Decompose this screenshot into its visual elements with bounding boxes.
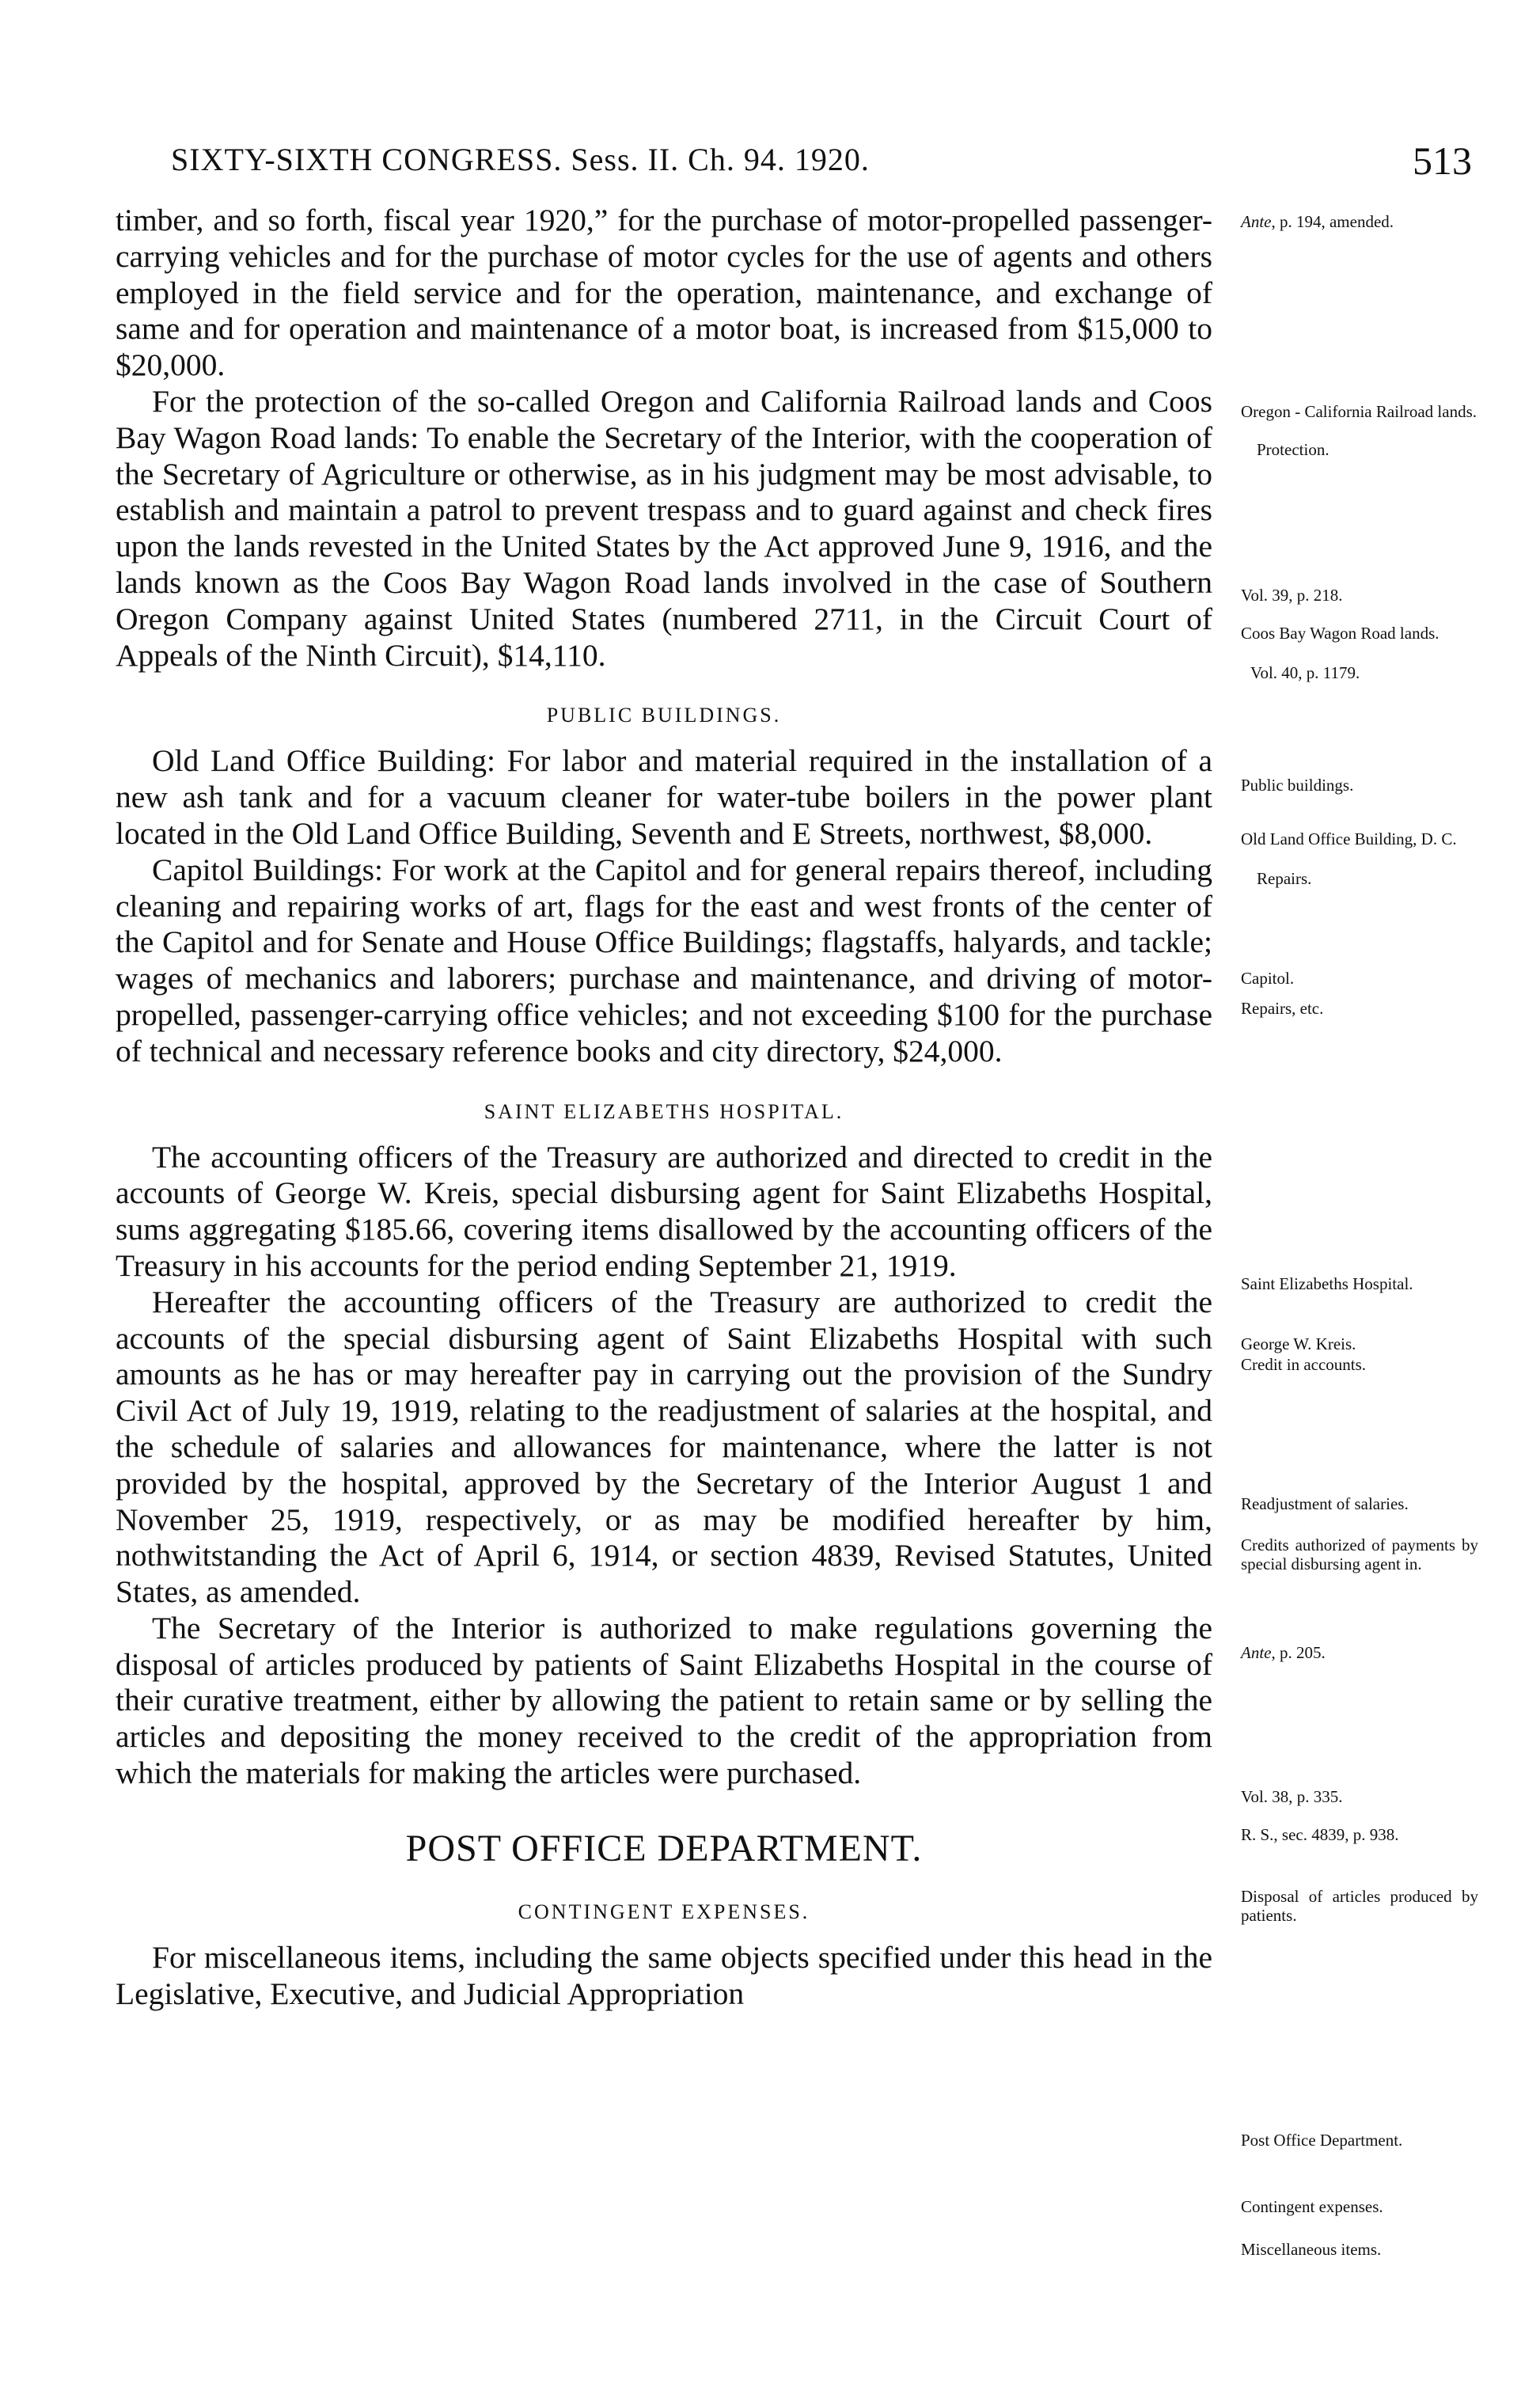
sidenote-ante-205 <box>1241 1643 1478 1662</box>
sidenote-repairs: Repairs. <box>1257 869 1312 888</box>
sidenote-disposal: Disposal of articles produced by patients. <box>1241 1887 1478 1925</box>
page-number: 513 <box>1413 139 1472 183</box>
sidenote-credits-authorized: Credits authorized of payments by special disbursing agent in. <box>1241 1535 1478 1573</box>
sidenote-public-buildings: Public buildings. <box>1241 776 1354 795</box>
sidenote-misc-items: Miscellaneous items. <box>1241 2240 1382 2259</box>
sidenote-oregon-california: Oregon - California Railroad lands. <box>1241 402 1477 421</box>
sidenote-ante-194-text: , p. 194, amended. <box>1271 212 1394 231</box>
sidenote-credit-accounts: Credit in accounts. <box>1241 1355 1367 1374</box>
sidenote-contingent: Contingent expenses. <box>1241 2197 1383 2216</box>
running-header <box>171 141 1472 188</box>
heading-public-buildings: PUBLIC BUILDINGS. <box>546 704 782 727</box>
sidenote-saint-elizabeths: Saint Elizabeths Hospital. <box>1241 1274 1413 1293</box>
sidenote-capitol-repairs: Repairs, etc. <box>1241 999 1324 1018</box>
heading-post-office: POST OFFICE DEPARTMENT. <box>405 1827 923 1869</box>
paragraph-salary-readjustment: Hereafter the accounting officers of the Treasury are authorized to credit the accounts of the special disbursing agent of Saint Elizabeths Hospital with such amounts as he has or may hereafter pay in carrying out the provision of the Sundry Civil Act of July 19, 1919, relating to the readjustment of salaries at the hospital, and the schedule of salaries and allowances for maintenance, where the latter is not provided by the hospital, approved by the Secretary of the Interior August 1 and November 25, 1919, respectively, or as may be modified hereafter by him, nothwitstanding the Act of April 6, 1914, or section 4839, Revised Statutes, United States, as amended. <box>116 1284 1212 1610</box>
sidenote-old-land-office: Old Land Office Building, D. C. <box>1241 829 1457 848</box>
sidenote-post-office: Post Office Department. <box>1241 2131 1403 2150</box>
sidenote-george-kreis: George W. Kreis. <box>1241 1334 1356 1353</box>
sidenote-readjustment: Readjustment of salaries. <box>1241 1494 1409 1513</box>
paragraph-old-land-office: Old Land Office Building: For labor and material required in the installation of a new ash tank and for a vacuum cleaner for water-tube boilers in the power plant located in the Old Land Office Building, Seventh and E Streets, northwest, $8,000. <box>116 743 1212 851</box>
paragraph-motor-vehicles: timber, and so forth, fiscal year 1920,” for the purchase of motor-propelled passenger-carrying vehicles and for the purchase of motor cycles for the use of agents and others employed in the field service and for the operation, maintenance, and exchange of same and for operation and maintenance of a motor boat, is increased from $15,000 to $20,000. <box>116 203 1212 383</box>
sidenote-capitol: Capitol. <box>1241 969 1295 988</box>
sidenote-vol38: Vol. 38, p. 335. <box>1241 1787 1343 1806</box>
paragraph-miscellaneous-items: For miscellaneous items, including the same objects specified under this head in the Legislative, Executive, and Judicial Appropriation <box>116 1939 1212 2011</box>
sidenote-vol40: Vol. 40, p. 1179. <box>1250 663 1360 682</box>
sidenote-ante-194 <box>1241 212 1478 231</box>
sidenote-ante-194-prefix: Ante <box>1241 212 1272 231</box>
paragraph-disposal-articles: The Secretary of the Interior is authorized to make regulations governing the disposal of articles produced by patients of Saint Elizabeths Hospital in the course of their curative treatment, either by allowing the patient to retain same or by selling the articles and depositing the money received to the credit of the appropriation from which the materials for making the articles were purchased. <box>116 1610 1212 1791</box>
sidenote-rs4839: R. S., sec. 4839, p. 938. <box>1241 1825 1399 1844</box>
sidenote-ante-205-text: , p. 205. <box>1271 1643 1326 1662</box>
sidenote-coos-bay: Coos Bay Wagon Road lands. <box>1241 624 1439 643</box>
sidenote-vol39: Vol. 39, p. 218. <box>1241 586 1343 605</box>
paragraph-kreis-credit: The accounting officers of the Treasury are authorized and directed to credit in the accounts of George W. Kreis, special disbursing agent for Saint Elizabeths Hospital, sums aggregating $185.66, covering items disallowed by the accounting officers of the Treasury in his accounts for the period ending September 21, 1919. <box>116 1139 1212 1283</box>
main-text <box>116 203 1212 2012</box>
paragraph-capitol-buildings: Capitol Buildings: For work at the Capitol and for general repairs thereof, including cleaning and repairing works of art, flags for the east and west fronts of the center of the Capitol and for Senate and House Office Buildings; flagstaffs, halyards, and tackle; wages of mechanics and laborers; purchase and maintenance, and driving of motor-propelled, passenger-carrying office vehicles; and not exceeding $100 for the purchase of technical and necessary reference books and city directory, $24,000. <box>116 852 1212 1068</box>
paragraph-oregon-california: For the protection of the so-called Oregon and California Railroad lands and Coos Bay Wagon Road lands: To enable the Secretary of the Interior, with the cooperation of the Secretary of Agriculture or otherwise, as in his judgment may be most advisable, to establish and maintain a patrol to prevent trespass and to guard against and check fires upon the lands revested in the United States by the Act approved June 9, 1916, and the lands known as the Coos Bay Wagon Road lands involved in the case of Southern Oregon Company against United States (numbered 2711, in the Circuit Court of Appeals of the Ninth Circuit), $14,110. <box>116 383 1212 673</box>
sidenote-protection: Protection. <box>1257 440 1329 459</box>
heading-saint-elizabeths: SAINT ELIZABETHS HOSPITAL. <box>484 1099 844 1123</box>
sidenote-ante-205-prefix: Ante <box>1241 1643 1272 1662</box>
heading-contingent-expenses: CONTINGENT EXPENSES. <box>518 1900 810 1923</box>
running-head: SIXTY-SIXTH CONGRESS. Sess. II. Ch. 94. 1920. <box>171 142 870 177</box>
